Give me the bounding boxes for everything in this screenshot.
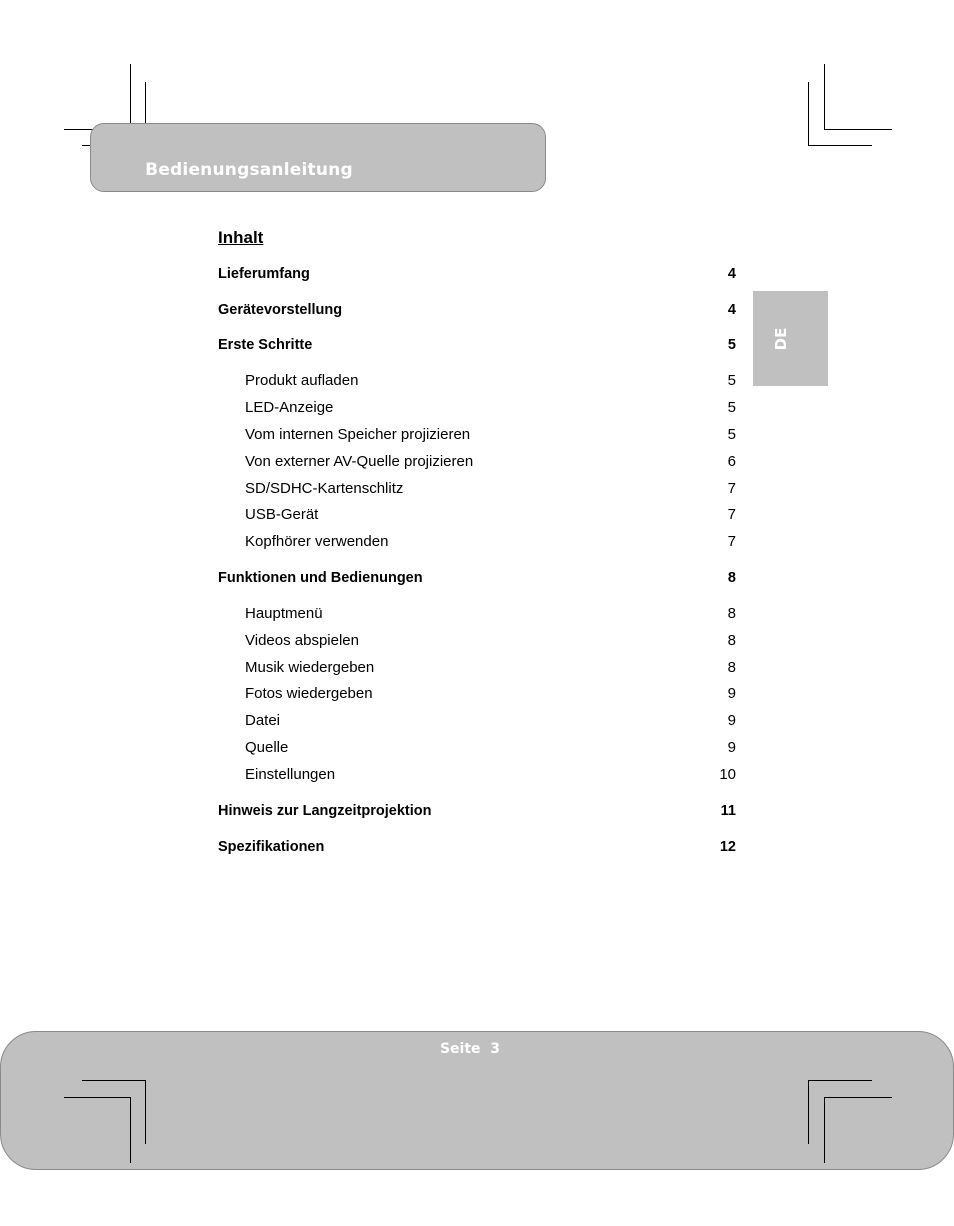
- toc-entry-page: 7: [727, 480, 736, 497]
- toc-entry-label: Gerätevorstellung: [218, 302, 343, 318]
- toc-entry-page: 9: [727, 685, 736, 702]
- crop-mark: [130, 64, 131, 130]
- toc-entry: [218, 480, 736, 498]
- toc-entry-page: 9: [727, 739, 736, 756]
- toc-entry: [218, 685, 736, 703]
- toc-entry-label: Funktionen und Bedienungen: [218, 570, 423, 586]
- toc-entry: [218, 426, 736, 444]
- crop-mark: [145, 1080, 146, 1144]
- toc-entry-page: 8: [727, 605, 736, 622]
- toc-entry: [218, 838, 736, 856]
- language-label: DE: [772, 327, 790, 351]
- crop-mark: [824, 64, 825, 130]
- toc-entry: [218, 605, 736, 623]
- toc-entry-label: Von externer AV-Quelle projizieren: [245, 453, 474, 470]
- toc-entry-page: 12: [719, 839, 736, 855]
- toc-entry-label: Kopfhörer verwenden: [245, 533, 389, 550]
- page-number: Seite 3: [439, 1041, 501, 1057]
- crop-mark: [808, 82, 809, 146]
- toc-entry-label: Vom internen Speicher projizieren: [245, 426, 471, 443]
- crop-mark: [824, 1097, 825, 1163]
- toc-entry-label: USB-Gerät: [245, 506, 319, 523]
- toc-entry-page: 8: [727, 570, 736, 586]
- toc-entry-label: Lieferumfang: [218, 266, 310, 282]
- toc-entry-label: Einstellungen: [245, 766, 336, 783]
- toc-entry: [218, 265, 736, 283]
- toc-entry-page: 8: [727, 632, 736, 649]
- toc-entry: [218, 659, 736, 677]
- toc-entry-page: 9: [727, 712, 736, 729]
- toc-entry: [218, 533, 736, 551]
- toc-entry-label: Erste Schritte: [218, 337, 313, 353]
- toc-heading: Inhalt: [218, 228, 264, 247]
- toc-entry-page: 4: [727, 266, 736, 282]
- toc-entry-page: 8: [727, 659, 736, 676]
- crop-mark: [82, 1080, 146, 1081]
- toc-entry-label: Quelle: [245, 739, 289, 756]
- toc-entry: [218, 336, 736, 354]
- header-tab: [90, 123, 546, 192]
- crop-mark: [824, 129, 892, 130]
- toc-entry-label: Fotos wiedergeben: [245, 685, 373, 702]
- toc-entry: [218, 506, 736, 524]
- toc-entry-label: Hauptmenü: [245, 605, 323, 622]
- toc-entry: [218, 399, 736, 417]
- toc-entry-page: 4: [727, 302, 736, 318]
- toc-entry-label: Musik wiedergeben: [245, 659, 375, 676]
- toc-entry: [218, 372, 736, 390]
- crop-mark: [64, 1097, 130, 1098]
- toc-entry-page: 7: [727, 506, 736, 523]
- toc-entry-label: Hinweis zur Langzeitprojektion: [218, 803, 432, 819]
- toc-entry-label: Spezifikationen: [218, 839, 325, 855]
- toc-entry: [218, 739, 736, 757]
- toc-entry-page: 6: [727, 453, 736, 470]
- toc-entry-page: 10: [719, 766, 736, 783]
- toc-entry: [218, 766, 736, 784]
- toc-entry-page: 7: [727, 533, 736, 550]
- toc-entry-label: Datei: [245, 712, 281, 729]
- toc-entry-label: LED-Anzeige: [245, 399, 334, 416]
- toc-entry-page: 5: [727, 337, 736, 353]
- toc-entry: [218, 632, 736, 650]
- toc-entry-label: Videos abspielen: [245, 632, 359, 649]
- toc-entry-page: 5: [727, 399, 736, 416]
- toc-entry-page: 5: [727, 426, 736, 443]
- toc-entry: [218, 569, 736, 587]
- crop-mark: [130, 1097, 131, 1163]
- manual-title: Bedienungsanleitung: [145, 160, 353, 180]
- crop-mark: [808, 145, 872, 146]
- toc-entry: [218, 453, 736, 471]
- crop-mark: [808, 1080, 809, 1144]
- crop-mark: [824, 1097, 892, 1098]
- toc-entry: [218, 301, 736, 319]
- toc-entry-page: 11: [720, 803, 736, 819]
- toc-entry-page: 5: [727, 372, 736, 389]
- toc-entry-label: SD/SDHC-Kartenschlitz: [245, 480, 404, 497]
- toc-entry-label: Produkt aufladen: [245, 372, 359, 389]
- toc-entry: [218, 712, 736, 730]
- crop-mark: [808, 1080, 872, 1081]
- toc-entry: [218, 802, 736, 820]
